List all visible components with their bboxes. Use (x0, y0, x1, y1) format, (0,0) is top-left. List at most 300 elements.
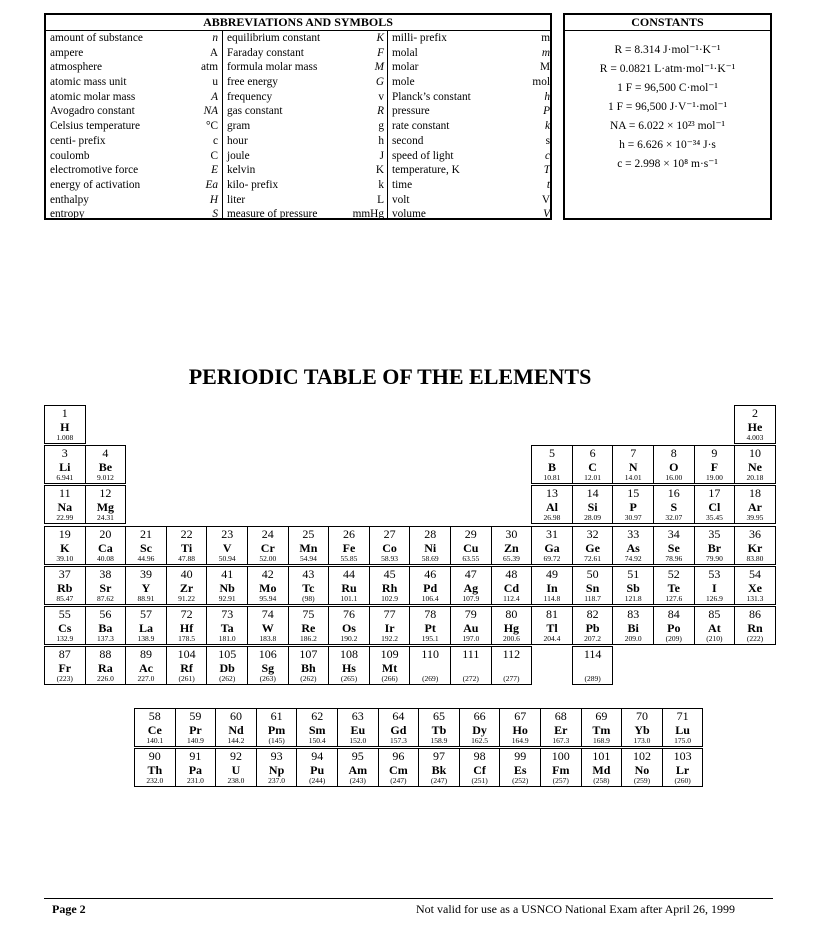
abbreviation-row (46, 46, 221, 61)
abbreviation-symbol: u (212, 76, 218, 89)
atomic-mass: 118.7 (584, 593, 601, 603)
atomic-mass: 190.2 (340, 634, 358, 643)
element-symbol: Np (268, 763, 285, 777)
abbreviation-symbol: R (377, 105, 384, 118)
element-symbol: Eu (350, 723, 366, 737)
abbreviations-column-2 (222, 31, 387, 221)
element-symbol: Sc (139, 540, 152, 555)
atomic-number: 109 (380, 647, 399, 662)
atomic-mass: (269) (422, 674, 439, 684)
abbreviation-name: Celsius temperature (50, 120, 141, 133)
element-cell (215, 748, 257, 787)
atomic-number: 74 (261, 607, 274, 621)
element-cell (288, 526, 330, 565)
atomic-number: 13 (545, 486, 558, 501)
atomic-number: 3 (61, 446, 68, 461)
atomic-number: 22 (180, 526, 193, 541)
atomic-mass: (262) (219, 674, 236, 684)
atomic-mass: 175.0 (674, 736, 692, 745)
atomic-number: 72 (180, 607, 193, 621)
element-symbol: Co (382, 540, 397, 555)
atomic-mass: 6.941 (56, 473, 74, 483)
element-cell (44, 445, 86, 484)
abbreviation-symbol: mmHg (352, 208, 384, 221)
element-cell (85, 445, 127, 484)
element-symbol: Sm (308, 723, 326, 737)
element-cell (44, 526, 86, 565)
atomic-mass: 164.9 (511, 736, 529, 745)
abbreviation-row (388, 149, 553, 164)
abbreviation-symbol: A (211, 90, 218, 103)
element-symbol: Xe (747, 580, 762, 595)
atomic-mass: 79.90 (705, 553, 723, 563)
abbreviation-name: atomic mass unit (50, 76, 127, 89)
atomic-number: 101 (592, 749, 611, 763)
element-cell (531, 485, 573, 524)
element-cell (44, 566, 86, 605)
element-cell (531, 566, 573, 605)
atomic-mass: 83.80 (746, 553, 764, 563)
element-symbol: Si (587, 500, 598, 515)
atomic-mass: 22.99 (56, 513, 74, 523)
element-cell (328, 526, 370, 565)
abbreviation-symbol: m (541, 32, 550, 44)
atomic-number: 73 (221, 607, 234, 621)
element-symbol: Cd (503, 580, 520, 595)
abbreviation-symbol: T (543, 164, 550, 177)
element-symbol: Ru (341, 580, 357, 595)
element-cell (44, 646, 86, 685)
atomic-number: 31 (545, 526, 558, 541)
element-cell (206, 566, 248, 605)
element-cell (206, 526, 248, 565)
element-symbol: C (588, 460, 597, 475)
element-cell (256, 708, 298, 747)
element-symbol: Cl (708, 500, 721, 515)
abbreviation-name: kelvin (227, 164, 256, 177)
atomic-number: 57 (139, 607, 152, 621)
atomic-mass: (210) (706, 634, 723, 643)
abbreviation-name: electromotive force (50, 164, 139, 177)
constant-line: 1 F = 96,500 J·V⁻¹·mol⁻¹ (607, 101, 728, 113)
atomic-mass: 32.07 (665, 513, 683, 523)
element-cell (378, 708, 420, 747)
abbreviation-row (223, 60, 387, 75)
element-symbol: Ag (463, 580, 479, 595)
element-cell (369, 526, 411, 565)
atomic-mass: 192.2 (381, 634, 399, 643)
atomic-mass: (260) (674, 776, 691, 785)
element-symbol: As (626, 540, 640, 555)
element-symbol: F (710, 460, 719, 475)
abbreviations-column-3 (387, 31, 553, 221)
abbreviation-name: rate constant (392, 120, 450, 133)
abbreviation-name: frequency (227, 90, 273, 103)
atomic-mass: 69.72 (543, 553, 561, 563)
atomic-number: 114 (583, 647, 602, 662)
abbreviations-column-1 (46, 31, 221, 221)
atomic-mass: 14.01 (624, 473, 642, 483)
element-cell (288, 646, 330, 685)
element-cell (612, 606, 654, 645)
atomic-number: 85 (708, 607, 721, 621)
element-symbol: Pm (267, 723, 286, 737)
abbreviation-row (223, 75, 387, 90)
constant-line: h = 6.626 × 10⁻³⁴ J·s (619, 139, 716, 151)
atomic-number: 91 (189, 749, 202, 763)
abbreviation-row (388, 193, 553, 208)
atomic-number: 33 (627, 526, 640, 541)
element-symbol: Fm (552, 763, 570, 777)
element-cell (288, 566, 330, 605)
abbreviation-symbol: M (374, 61, 384, 74)
element-symbol: Ba (98, 621, 113, 635)
atomic-number: 20 (99, 526, 112, 541)
atomic-number: 83 (627, 607, 640, 621)
element-cell (409, 566, 451, 605)
element-symbol: Mt (381, 661, 398, 676)
abbreviation-name: coulomb (50, 149, 90, 162)
atomic-mass: 78.96 (665, 553, 683, 563)
atomic-mass: (263) (259, 674, 276, 684)
atomic-mass: 10.81 (543, 473, 561, 483)
element-cell (247, 566, 289, 605)
abbreviation-name: enthalpy (50, 193, 89, 206)
element-cell (653, 566, 695, 605)
atomic-mass: 12.01 (584, 473, 602, 483)
element-symbol: Zn (504, 540, 519, 555)
atomic-number: 55 (58, 607, 71, 621)
element-cell (612, 445, 654, 484)
element-symbol: Bh (301, 661, 316, 676)
atomic-mass: 9.012 (96, 473, 114, 483)
element-cell (540, 748, 582, 787)
atomic-number: 10 (748, 446, 761, 461)
element-cell (288, 606, 330, 645)
atomic-number: 102 (632, 749, 651, 763)
element-cell (44, 485, 86, 524)
abbreviation-name: milli- prefix (392, 32, 447, 44)
atomic-number: 2 (751, 406, 758, 420)
element-cell (459, 708, 501, 747)
abbreviation-name: speed of light (392, 149, 454, 162)
element-cell (44, 405, 86, 444)
atomic-mass: 183.8 (259, 634, 277, 643)
abbreviation-symbol: t (546, 178, 550, 191)
abbreviation-symbol: F (377, 46, 384, 59)
atomic-number: 75 (302, 607, 315, 621)
atomic-number: 21 (139, 526, 152, 541)
abbreviation-row (388, 119, 553, 134)
atomic-mass: 138.9 (137, 634, 155, 643)
abbreviation-symbol: H (209, 193, 218, 206)
element-symbol: V (222, 540, 232, 555)
element-symbol: Cu (463, 540, 479, 555)
element-symbol: Ce (147, 723, 162, 737)
element-symbol: Cr (260, 540, 275, 555)
constants-title: CONSTANTS (565, 15, 770, 31)
atomic-number: 84 (667, 607, 680, 621)
atomic-mass: (222) (746, 634, 764, 643)
atomic-number: 80 (505, 607, 518, 621)
element-cell (612, 485, 654, 524)
atomic-mass: 232.0 (146, 776, 164, 785)
atomic-number: 93 (270, 749, 283, 763)
element-symbol: Bk (431, 763, 447, 777)
element-cell (85, 566, 127, 605)
element-cell (85, 485, 127, 524)
atomic-mass: 19.00 (705, 473, 723, 483)
element-symbol: Cf (473, 763, 486, 777)
element-cell (540, 708, 582, 747)
abbreviation-row (388, 46, 553, 61)
abbreviation-name: equilibrium constant (227, 32, 321, 44)
atomic-number: 64 (392, 709, 405, 723)
atomic-mass: 35.45 (705, 513, 723, 523)
atomic-mass: (244) (309, 776, 326, 785)
element-cell (581, 748, 623, 787)
abbreviation-name: joule (227, 149, 250, 162)
abbreviation-name: hour (227, 134, 248, 147)
atomic-number: 18 (748, 486, 761, 501)
element-cell (572, 485, 614, 524)
atomic-mass: 16.00 (665, 473, 683, 483)
atomic-number: 59 (189, 709, 202, 723)
element-cell (328, 646, 370, 685)
abbreviation-name: gram (227, 120, 251, 133)
atomic-number: 49 (545, 566, 558, 581)
element-symbol: Hg (503, 621, 520, 635)
element-cell (44, 606, 86, 645)
footer-note: Not valid for use as a USNCO National Exam after April 26, 1999 (416, 902, 735, 916)
abbreviation-symbol: k (378, 178, 384, 191)
element-symbol: Tc (302, 580, 315, 595)
element-symbol: Ge (585, 540, 600, 555)
element-symbol: Ac (138, 661, 153, 676)
abbreviation-symbol: m (541, 46, 550, 59)
atomic-number: 98 (473, 749, 486, 763)
atomic-number: 68 (554, 709, 567, 723)
atomic-number: 11 (59, 486, 71, 501)
element-symbol: Er (554, 723, 568, 737)
atomic-mass: (247) (430, 776, 448, 785)
element-symbol: Ga (544, 540, 560, 555)
atomic-number: 48 (505, 566, 518, 581)
element-cell (85, 526, 127, 565)
atomic-mass: (259) (633, 776, 651, 785)
abbreviation-symbol: mol (532, 76, 550, 89)
atomic-mass: (262) (300, 674, 317, 684)
atomic-number: 97 (432, 749, 445, 763)
abbreviation-symbol: V (543, 208, 550, 221)
element-symbol: Zr (179, 580, 194, 595)
element-symbol: Ca (98, 540, 113, 555)
element-cell (296, 708, 338, 747)
atomic-mass: 55.85 (340, 553, 358, 563)
abbreviation-row (388, 60, 553, 75)
atomic-mass: 126.9 (705, 593, 723, 603)
atomic-mass: 226.0 (96, 674, 114, 684)
atomic-mass: 207.2 (584, 634, 602, 643)
atomic-mass: 158.9 (430, 736, 448, 745)
atomic-mass: 85.47 (56, 593, 74, 603)
atomic-mass: 65.39 (502, 553, 520, 563)
atomic-mass: 52.00 (259, 553, 277, 563)
element-symbol: Th (147, 763, 163, 777)
element-symbol: Pd (423, 580, 438, 595)
element-cell (337, 708, 379, 747)
atomic-number: 25 (302, 526, 315, 541)
abbreviation-name: Faraday constant (227, 46, 304, 59)
element-symbol: Fr (58, 661, 72, 676)
atomic-mass: (277) (503, 674, 520, 684)
element-symbol: Al (545, 500, 558, 515)
element-symbol: Ar (747, 500, 762, 515)
atomic-mass: 121.8 (624, 593, 642, 603)
element-cell (491, 526, 533, 565)
element-cell (694, 606, 736, 645)
abbreviation-row (223, 193, 387, 208)
element-symbol: Sg (261, 661, 275, 676)
atomic-mass: 91.22 (178, 593, 196, 603)
atomic-number: 8 (670, 446, 677, 461)
element-symbol: Es (513, 763, 527, 777)
abbreviation-row (388, 178, 553, 193)
atomic-mass: 131.3 (746, 593, 764, 603)
abbreviation-name: entropy (50, 208, 85, 221)
element-symbol: Dy (472, 723, 487, 737)
atomic-mass: 132.9 (56, 634, 74, 643)
element-cell (328, 606, 370, 645)
abbreviation-row (388, 207, 553, 222)
element-cell (662, 708, 704, 747)
element-symbol: No (634, 763, 650, 777)
atomic-number: 44 (342, 566, 355, 581)
abbreviation-symbol: P (543, 105, 550, 118)
element-cell (175, 708, 217, 747)
element-cell (409, 646, 451, 685)
atomic-number: 6 (589, 446, 596, 461)
atomic-number: 105 (218, 647, 237, 662)
element-symbol: Kr (747, 540, 763, 555)
element-symbol: Be (98, 460, 113, 475)
atomic-mass: (272) (462, 674, 479, 684)
element-cell (450, 566, 492, 605)
element-symbol: U (231, 763, 241, 777)
atomic-mass: 173.0 (633, 736, 651, 745)
element-cell (572, 445, 614, 484)
element-cell (247, 646, 289, 685)
abbreviation-symbol: K (376, 32, 384, 44)
atomic-mass: 30.97 (624, 513, 642, 523)
atomic-mass: 4.003 (746, 433, 764, 442)
atomic-mass: 204.4 (543, 634, 561, 643)
atomic-number: 90 (148, 749, 161, 763)
atomic-number: 12 (99, 486, 112, 501)
element-cell (378, 748, 420, 787)
element-symbol: Ne (747, 460, 762, 475)
element-symbol: Re (301, 621, 316, 635)
atomic-mass: 140.1 (146, 736, 164, 745)
element-symbol: P (629, 500, 637, 515)
abbreviation-name: molar (392, 61, 419, 74)
element-cell (134, 748, 176, 787)
element-symbol: N (628, 460, 638, 475)
abbreviation-symbol: M (539, 61, 550, 74)
element-symbol: Pu (310, 763, 325, 777)
element-cell (85, 646, 127, 685)
atomic-mass: 152.0 (349, 736, 367, 745)
atomic-number: 40 (180, 566, 193, 581)
abbreviation-symbol: NA (203, 105, 218, 118)
atomic-mass: 102.9 (381, 593, 399, 603)
atomic-number: 45 (383, 566, 396, 581)
atomic-number: 103 (673, 749, 692, 763)
element-cell (621, 708, 663, 747)
atomic-mass: 39.95 (746, 513, 764, 523)
element-symbol: He (747, 420, 763, 434)
element-cell (581, 708, 623, 747)
constant-line: c = 2.998 × 10⁸ m·s⁻¹ (617, 158, 718, 170)
abbreviation-name: kilo- prefix (227, 178, 279, 191)
atomic-number: 27 (383, 526, 396, 541)
element-symbol: Ir (384, 621, 395, 635)
atomic-number: 81 (545, 607, 558, 621)
element-symbol: Ti (181, 540, 193, 555)
abbreviation-name: temperature, K (392, 164, 460, 177)
atomic-number: 46 (424, 566, 437, 581)
atomic-number: 28 (424, 526, 437, 541)
atomic-mass: 178.5 (178, 634, 196, 643)
abbreviation-symbol: L (377, 193, 384, 206)
abbreviation-symbol: g (378, 120, 384, 133)
element-cell (621, 748, 663, 787)
abbreviation-name: volt (392, 193, 410, 206)
atomic-number: 87 (58, 647, 71, 662)
atomic-number: 23 (221, 526, 234, 541)
abbreviation-row (388, 163, 553, 178)
element-cell (572, 526, 614, 565)
constant-line: R = 0.0821 L·atm·mol⁻¹·K⁻¹ (599, 63, 736, 75)
element-cell (499, 748, 541, 787)
element-symbol: Pr (189, 723, 202, 737)
element-cell (662, 748, 704, 787)
abbreviation-name: atomic molar mass (50, 90, 136, 103)
atomic-number: 106 (258, 647, 277, 662)
element-cell (734, 526, 776, 565)
atomic-mass: (289) (584, 674, 601, 684)
element-cell (409, 526, 451, 565)
element-cell (206, 606, 248, 645)
atomic-mass: (261) (178, 674, 195, 684)
element-cell (694, 526, 736, 565)
atomic-number: 56 (99, 607, 112, 621)
atomic-mass: 157.3 (389, 736, 407, 745)
abbreviation-name: measure of pressure (227, 208, 318, 221)
atomic-number: 9 (711, 446, 718, 461)
atomic-number: 7 (630, 446, 637, 461)
element-cell (215, 708, 257, 747)
atomic-number: 41 (221, 566, 234, 581)
element-symbol: Po (667, 621, 681, 635)
abbreviation-symbol: °C (205, 120, 218, 133)
constant-line: NA = 6.022 × 10²³ mol⁻¹ (610, 120, 725, 132)
element-symbol: W (261, 621, 274, 635)
element-symbol: Te (667, 580, 680, 595)
abbreviation-row (223, 104, 387, 119)
atomic-mass: 63.55 (462, 553, 480, 563)
abbreviation-row (388, 134, 553, 149)
